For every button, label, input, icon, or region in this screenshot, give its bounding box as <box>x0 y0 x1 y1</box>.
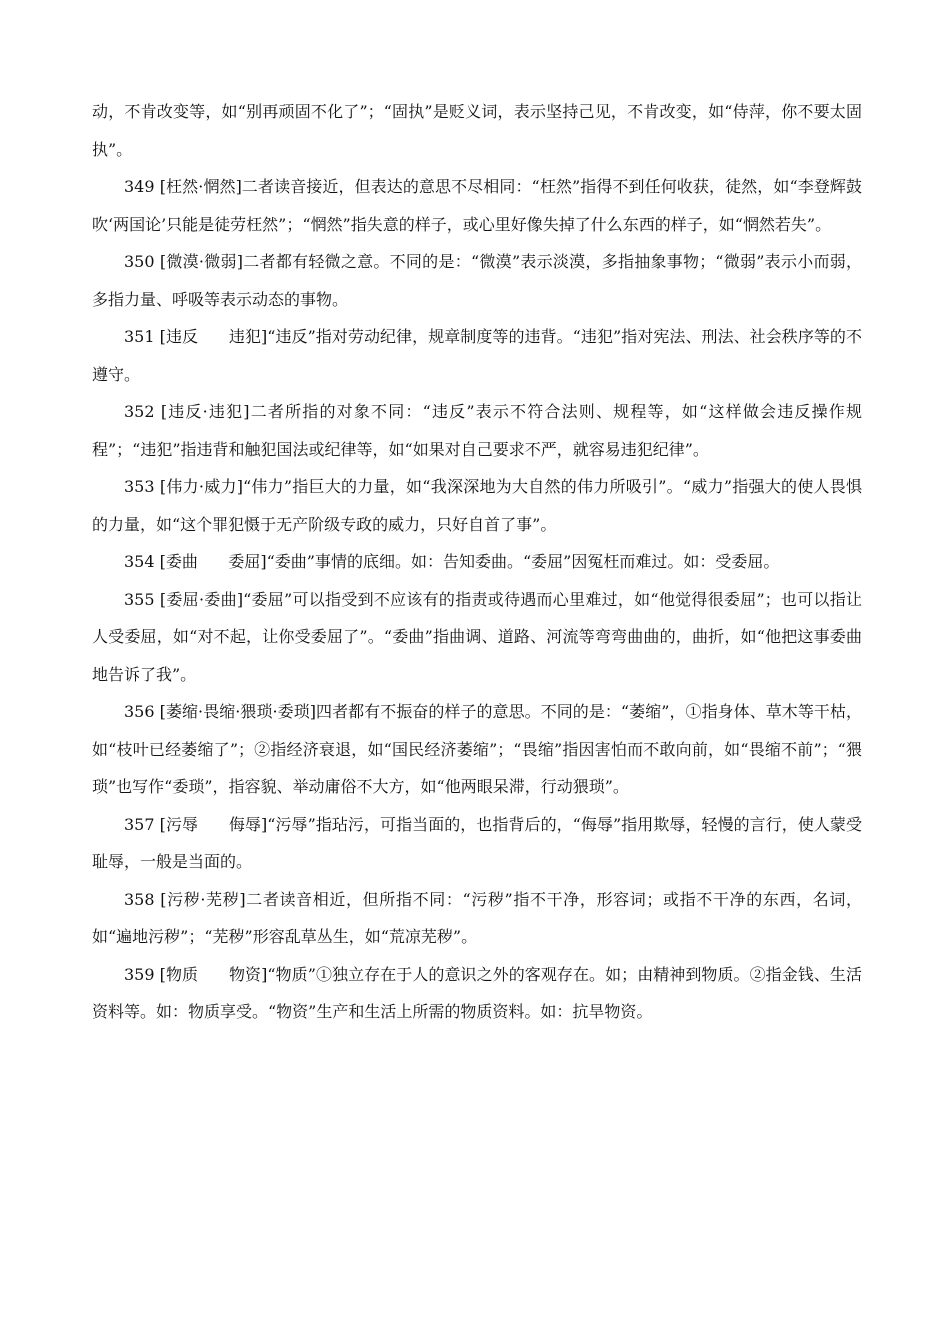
entry-349: 349 [枉然·惘然]二者读音接近，但表达的意思不尽相同：“枉然”指得不到任何收获，徒然，如“李登辉鼓吹‘两国论’只能是徒劳枉然”；“惘然”指失意的样子，或心里好像失掉了什么东西的样子，如“惘然若失”。 <box>92 177 862 234</box>
entry-352: 352 [违反·违犯]二者所指的对象不同：“违反”表示不符合法则、规程等，如“这样做会违反操作规程”；“违犯”指违背和触犯国法或纪律等，如“如果对自己要求不严，就容易违犯纪律”。 <box>92 402 862 459</box>
entry-350: 350 [微漠·微弱]二者都有轻微之意。不同的是：“微漠”表示淡漠，多指抽象事物；“微弱”表示小而弱，多指力量、呼吸等表示动态的事物。 <box>92 252 862 309</box>
entry-358: 358 [污秽·芜秽]二者读音相近，但所指不同：“污秽”指不干净，形容词；或指不干净的东西，名词，如“遍地污秽”；“芜秽”形容乱草丛生，如“荒凉芜秽”。 <box>92 889 862 946</box>
entry-351: 351 [违反 违犯]“违反”指对劳动纪律，规章制度等的违背。“违犯”指对宪法、刑法、社会秩序等的不遵守。 <box>92 327 862 384</box>
paragraph-continuation: 动，不肯改变等，如“别再顽固不化了”；“固执”是贬义词，表示坚持己见，不肯改变，如“侍萍，你不要太固执”。 <box>92 102 862 159</box>
entry-357: 357 [污辱 侮辱]“污辱”指玷污，可指当面的，也指背后的，“侮辱”指用欺辱，轻慢的言行，使人蒙受耻辱，一般是当面的。 <box>92 814 862 871</box>
entry-354: 354 [委曲 委屈]“委曲”事情的底细。如：告知委曲。“委屈”因冤枉而难过。如：受委屈。 <box>124 552 780 571</box>
entry-355: 355 [委屈·委曲]“委屈”可以指受到不应该有的指责或待遇而心里难过，如“他觉得很委屈”；也可以指让人受委屈，如“对不起，让你受委屈了”。“委曲”指曲调、道路、河流等弯弯曲曲的，曲折，如“他把这事委曲地告诉了我”。 <box>92 589 862 684</box>
entry-353: 353 [伟力·威力]“伟力”指巨大的力量，如“我深深地为大自然的伟力所吸引”。“威力”指强大的使人畏惧的力量，如“这个罪犯慑于无产阶级专政的威力，只好自首了事”。 <box>92 477 862 534</box>
entry-359: 359 [物质 物资]“物质”①独立存在于人的意识之外的客观存在。如；由精神到物质。②指金钱、生活资料等。如：物质享受。“物资”生产和生活上所需的物质资料。如：抗旱物资。 <box>92 964 862 1021</box>
document-page <box>92 93 862 1031</box>
entry-356: 356 [萎缩·畏缩·猥琐·委琐]四者都有不振奋的样子的意思。不同的是：“萎缩”，①指身体、草木等干枯，如“枝叶已经萎缩了”；②指经济衰退，如“国民经济萎缩”；“畏缩”指因害怕而不敢向前，如“畏缩不前”；“猥琐”也写作“委琐”，指容貌、举动庸俗不大方，如“他两眼呆滞，行动猥琐”。 <box>92 702 862 796</box>
